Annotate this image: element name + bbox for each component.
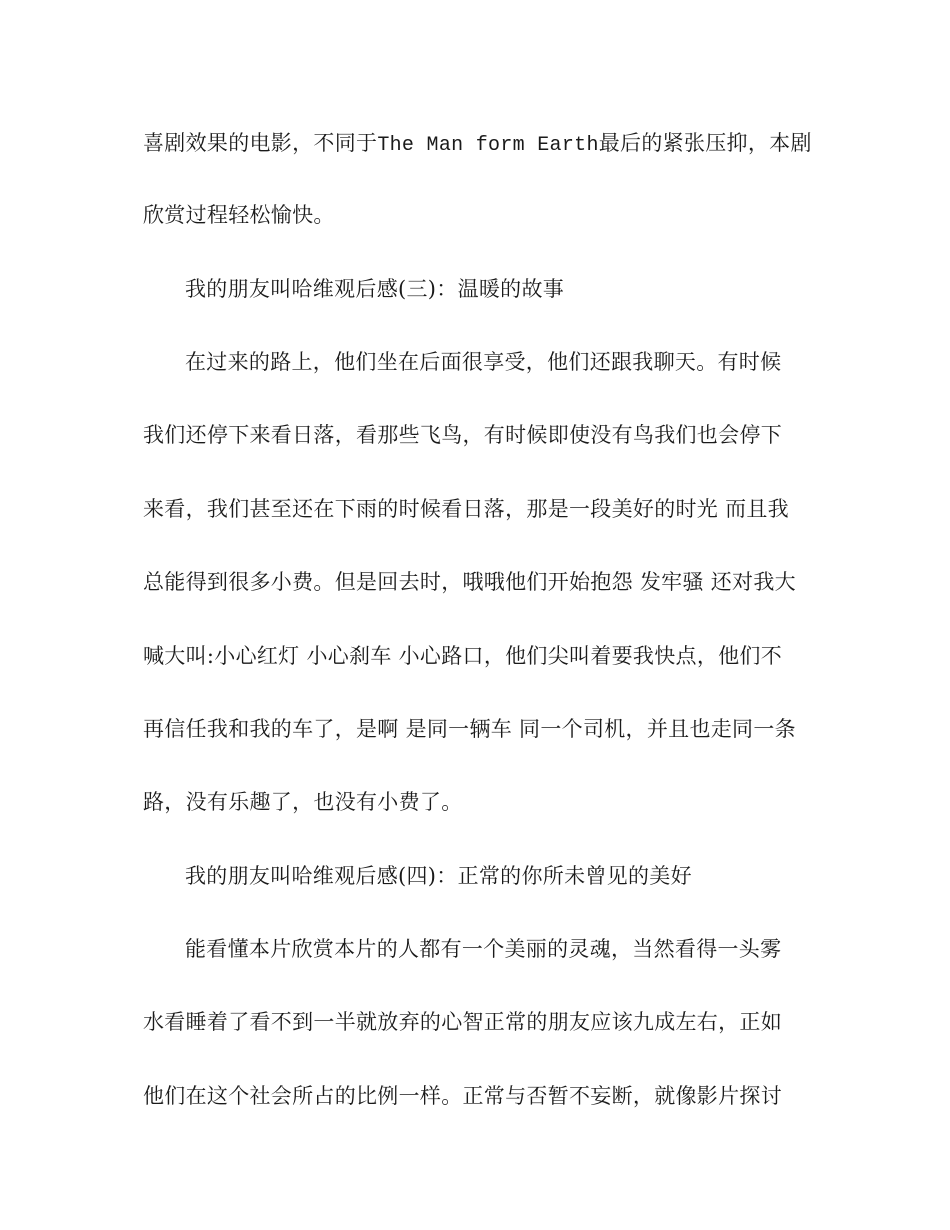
text-line-7: 总能得到很多小费。但是回去时，哦哦他们开始抱怨 发牢骚 还对我大	[143, 570, 796, 594]
text-segment: 最后的紧张压抑，本剧	[598, 131, 812, 155]
text-line-13: 水看睡着了看不到一半就放弃的心智正常的朋友应该九成左右，正如	[143, 1010, 782, 1034]
text-line-4: 在过来的路上，他们坐在后面很享受，他们还跟我聊天。有时候	[185, 350, 782, 374]
text-line-8: 喊大叫:小心红灯 小心刹车 小心路口，他们尖叫着要我快点，他们不	[143, 644, 783, 668]
text-line-5: 我们还停下来看日落，看那些飞鸟，有时候即使没有鸟我们也会停下	[143, 423, 782, 447]
text-line-1	[143, 128, 812, 161]
text-line-6: 来看，我们甚至还在下雨的时候看日落，那是一段美好的时光 而且我	[143, 497, 789, 521]
text-segment: 喜剧效果的电影，不同于	[143, 131, 378, 155]
text-line-9: 再信任我和我的车了，是啊 是同一辆车 同一个司机，并且也走同一条	[143, 717, 796, 741]
section-heading-3: 我的朋友叫哈维观后感(三)：温暖的故事	[185, 277, 565, 301]
text-line-2: 欣赏过程轻松愉快。	[143, 203, 335, 227]
text-line-10: 路，没有乐趣了，也没有小费了。	[143, 790, 463, 814]
text-line-12: 能看懂本片欣赏本片的人都有一个美丽的灵魂，当然看得一头雾	[185, 937, 782, 961]
section-heading-4: 我的朋友叫哈维观后感(四)：正常的你所未曾见的美好	[185, 864, 692, 888]
movie-title: The Man form Earth	[377, 134, 599, 157]
text-line-14: 他们在这个社会所占的比例一样。正常与否暂不妄断，就像影片探讨	[143, 1084, 782, 1108]
